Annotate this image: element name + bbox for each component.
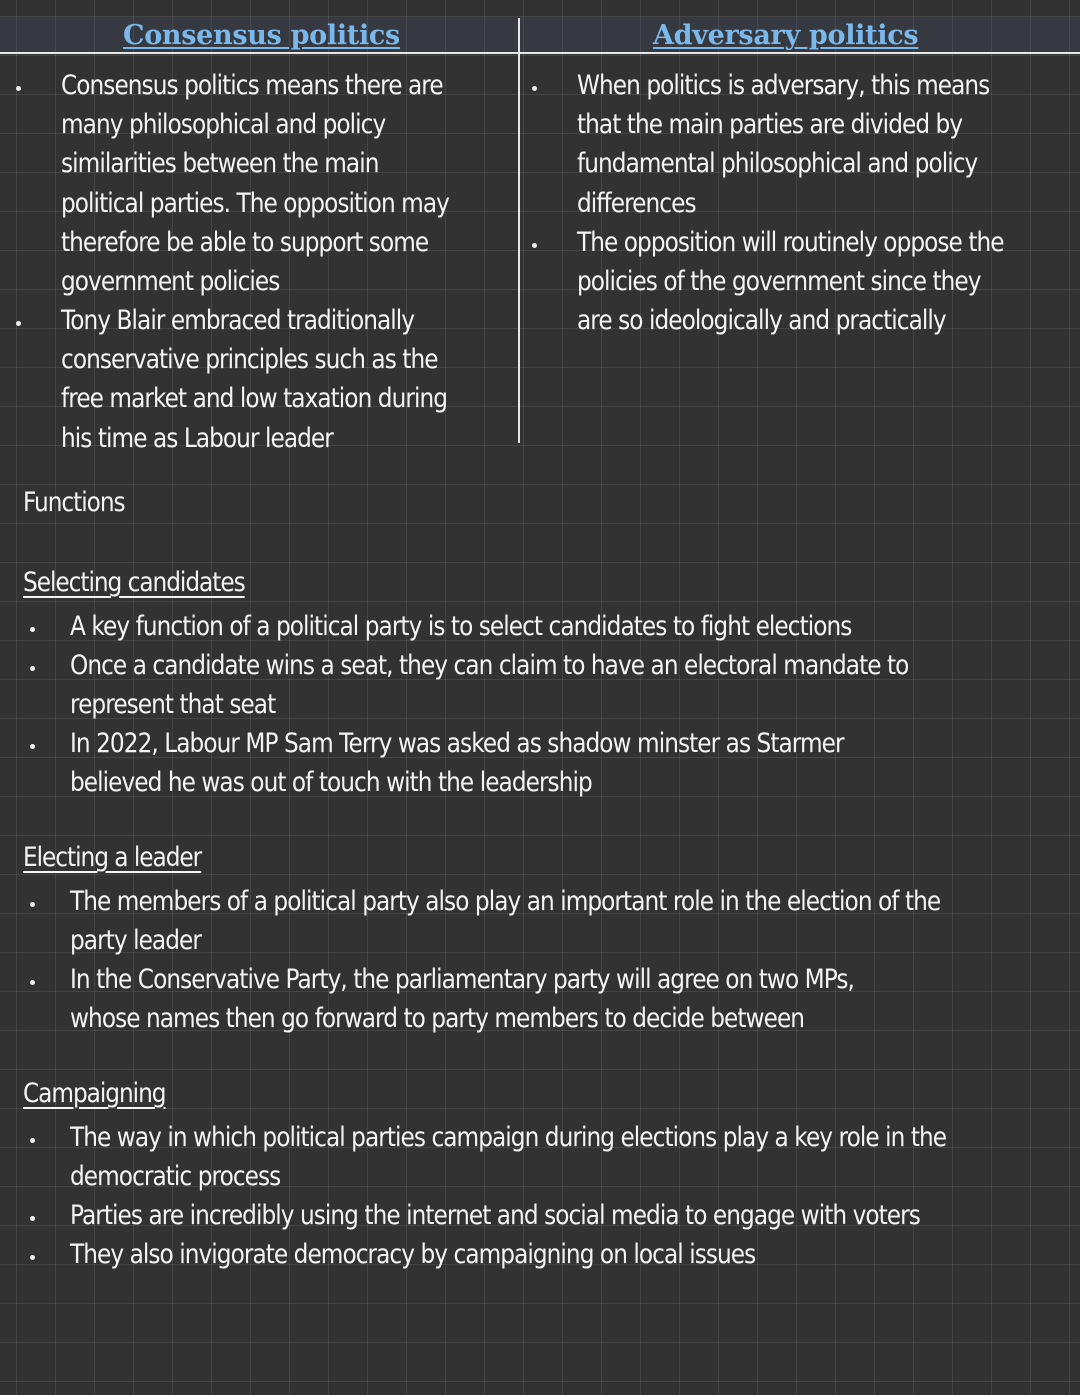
text-line: Once a candidate wins a seat, they can claim to have an electoral mandate to (70, 650, 909, 681)
text-line: Parties are incredibly using the internet and social media to engage with voters (70, 1200, 920, 1231)
text-line: In the Conservative Party, the parliamentary party will agree on two MPs, (70, 964, 854, 995)
section-title: Electing a leader (23, 842, 202, 873)
text-line: are so ideologically and practically (577, 305, 946, 337)
text-line: When politics is adversary, this means (577, 70, 990, 101)
bullet-icon (30, 980, 35, 985)
list-item (0, 301, 518, 458)
bullet-icon (16, 321, 21, 326)
text-line: political parties. The opposition may (61, 187, 449, 219)
text-line: therefore be able to support some (61, 226, 429, 258)
text-line: A key function of a political party is to select candidates to fight elections (70, 611, 852, 642)
list-item (0, 1235, 1080, 1274)
consensus-politics-list (0, 66, 518, 458)
text-line: In 2022, Labour MP Sam Terry was asked as shadow minster as Starmer (70, 728, 844, 759)
text-line: whose names then go forward to party members to decide between (70, 1003, 805, 1035)
bullet-icon (30, 902, 35, 907)
list-item (520, 223, 1080, 341)
text-line: The way in which political parties campaign during elections play a key role in the (70, 1122, 947, 1153)
list-item (0, 882, 1080, 960)
text-line: his time as Labour leader (61, 422, 333, 454)
bullet-icon (30, 627, 35, 632)
adversary-politics-list (520, 66, 1080, 341)
list-item (0, 1196, 1080, 1235)
list-item (0, 646, 1080, 724)
adversary-politics-column (520, 66, 1080, 341)
bullet-icon (30, 744, 35, 749)
campaigning-list (0, 1118, 1080, 1274)
text-line: Tony Blair embraced traditionally (61, 305, 415, 336)
table-header-divider (0, 52, 1080, 54)
bullet-icon (30, 1255, 35, 1260)
selecting-candidates-list (0, 607, 1080, 802)
text-line: policies of the government since they (577, 266, 981, 298)
text-line: differences (577, 187, 696, 219)
list-item (0, 607, 1080, 646)
text-line: that the main parties are divided by (577, 109, 963, 141)
section-title: Selecting candidates (23, 567, 245, 598)
list-item (520, 66, 1080, 223)
text-line: government policies (61, 266, 280, 298)
text-line: conservative principles such as the (61, 344, 438, 376)
text-line: similarities between the main (61, 148, 379, 180)
consensus-politics-column (0, 66, 518, 458)
text-line: believed he was out of touch with the leadership (70, 767, 592, 799)
list-item (0, 1118, 1080, 1196)
text-line: democratic process (70, 1161, 281, 1193)
text-line: free market and low taxation during (61, 383, 448, 415)
bullet-icon (30, 666, 35, 671)
section-title: Campaigning (23, 1078, 166, 1109)
text-line: They also invigorate democracy by campaigning on local issues (70, 1239, 756, 1270)
bullet-icon (532, 243, 537, 248)
text-line: The opposition will routinely oppose the (577, 227, 1004, 258)
bullet-icon (532, 86, 537, 91)
functions-heading: Functions (23, 487, 125, 518)
text-line: party leader (70, 925, 201, 957)
text-line: fundamental philosophical and policy (577, 148, 978, 180)
text-line: many philosophical and policy (61, 109, 386, 141)
consensus-politics-title: Consensus politics (123, 20, 400, 51)
bullet-icon (16, 86, 21, 91)
text-line: The members of a political party also play an important role in the election of the (70, 886, 941, 917)
bullet-icon (30, 1138, 35, 1143)
text-line: Consensus politics means there are (61, 70, 443, 101)
list-item (0, 724, 1080, 802)
electing-a-leader-list (0, 882, 1080, 1038)
text-line: represent that seat (70, 689, 276, 721)
list-item (0, 960, 1080, 1038)
bullet-icon (30, 1216, 35, 1221)
adversary-politics-title: Adversary politics (653, 20, 919, 51)
list-item (0, 66, 518, 301)
